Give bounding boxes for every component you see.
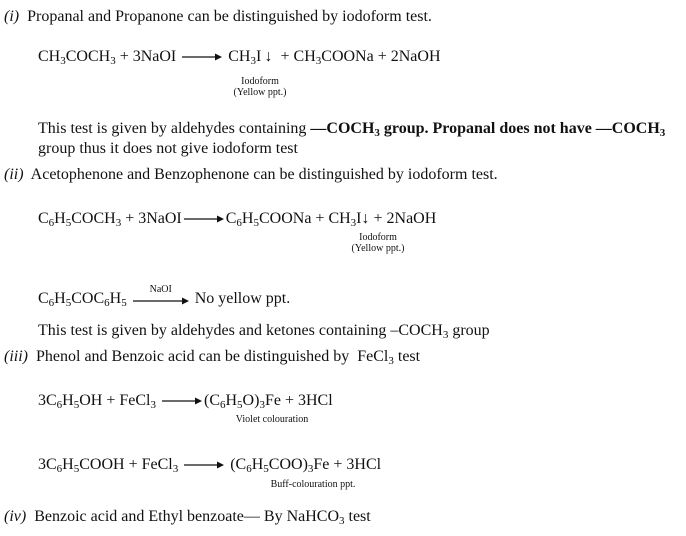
reaction-arrow <box>160 396 204 406</box>
item-iii-equation-2: $3C_6H_5COOH$ + FeCl$_3$ $(C_6H_5COO)_3Fe + 3HCl$ <box>38 456 382 475</box>
reaction-arrow: NaOI <box>131 296 191 306</box>
item-ii-equation-2: $C_6H_5COC_6H_5$ NaOI No yellow ppt. <box>38 284 291 309</box>
item-i-equation: $CH_3COCH_3$ + 3NaOI $CH_3I$ ↓ + $CH_3COONa$ + 2NaOH <box>38 48 441 67</box>
item-i-explanation-line2: group thus it does not give iodoform test <box>38 140 298 157</box>
item-ii-heading: (ii) Acetophenone and Benzophenone can be distinguished by iodoform test. <box>4 166 498 183</box>
item-ii-note: Iodoform (Yellow ppt.) <box>351 232 405 254</box>
item-ii-equation-1: $C_6H_5COCH_3$ + 3NaOI $C_6H_5COONa$ + $CH_3I↓$ + 2NaOH <box>38 210 437 229</box>
item-i-note: Iodoform (Yellow ppt.) <box>233 76 287 98</box>
item-i-explanation-line1: This test is given by aldehydes containing $—COCH_3$ group. Propanal does not have $—COCH_3$ <box>38 120 666 139</box>
item-iii-note-2: Buff-colouration ppt. <box>270 479 356 490</box>
reaction-arrow <box>180 52 224 62</box>
item-i-heading: (i) Propanal and Propanone can be distinguished by iodoform test. <box>4 8 432 25</box>
reaction-arrow <box>182 460 226 470</box>
reaction-arrow <box>182 214 226 224</box>
item-iv-heading: (iv) Benzoic acid and Ethyl benzoate— By NaHCO$_3$ test <box>4 508 371 527</box>
item-iii-note-1: Violet colouration <box>235 414 309 425</box>
item-iii-heading: (iii) Phenol and Benzoic acid can be distinguished by FeCl$_3$ test <box>4 348 421 367</box>
item-ii-explanation: This test is given by aldehydes and ketones containing $-COCH_3$ group <box>38 322 490 341</box>
item-iii-equation-1: $3C_6H_5OH$ + FeCl$_3$ $(C_6H_5O)_3Fe + 3HCl$ <box>38 392 333 411</box>
